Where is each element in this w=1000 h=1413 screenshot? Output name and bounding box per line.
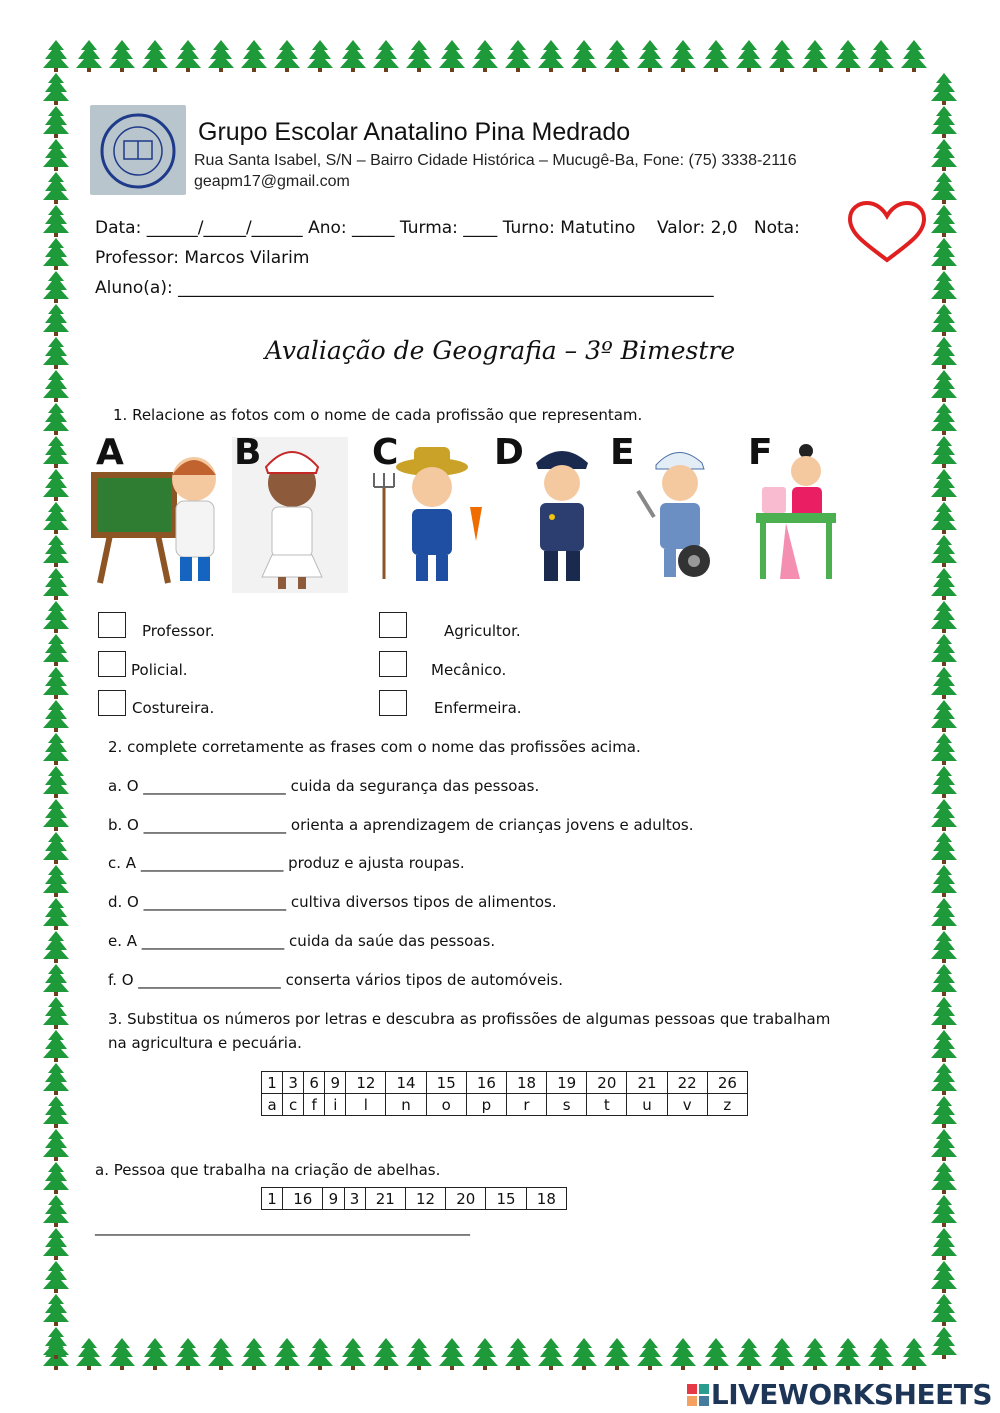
tree-icon (175, 1338, 201, 1370)
code-letter: z (707, 1094, 747, 1116)
q1-prompt: 1. Relacione as fotos com o nome de cada profissão que representam. (113, 406, 643, 424)
q3-sub-a-prompt: a. Pessoa que trabalha na criação de abelhas. (95, 1161, 441, 1179)
school-address: Rua Santa Isabel, S/N – Bairro Cidade Histórica – Mucugê-Ba, Fone: (75) 3338-2116 (194, 152, 797, 169)
tree-icon (931, 799, 957, 831)
tree-icon (931, 172, 957, 204)
tree-icon (931, 469, 957, 501)
code-letter: s (547, 1094, 587, 1116)
tree-icon (274, 1338, 300, 1370)
code-number: 14 (386, 1072, 426, 1094)
tree-icon (931, 1129, 957, 1161)
code-number: 26 (707, 1072, 747, 1094)
tree-icon (931, 403, 957, 435)
heart-icon (846, 200, 928, 264)
q2-line-d[interactable]: d. O ___________________ cultiva diversos tipos de alimentos. (108, 893, 557, 911)
tree-icon (931, 997, 957, 1029)
code-cell: 9 (323, 1188, 344, 1210)
option-agricultor: Agricultor. (444, 622, 521, 640)
header-date-line: Data: ______/_____/______ Ano: _____ Turma: ____ Turno: Matutino Valor: 2,0 Nota: (95, 218, 800, 238)
q3-prompt-line2: na agricultura e pecuária. (108, 1034, 302, 1052)
answer-line[interactable]: __________________________________________________ (95, 1218, 470, 1236)
tree-icon (931, 832, 957, 864)
tree-icon (43, 568, 69, 600)
tree-icon (703, 40, 729, 72)
tree-icon (472, 1338, 498, 1370)
q2-line-b[interactable]: b. O ___________________ orienta a aprendizagem de crianças jovens e adultos. (108, 816, 694, 834)
option-policial: Policial. (131, 661, 188, 679)
tree-icon (835, 40, 861, 72)
tree-icon (931, 733, 957, 765)
code-numbers-row (262, 1072, 748, 1094)
liveworksheets-brand (687, 1378, 992, 1411)
tree-icon (274, 40, 300, 72)
tree-icon (439, 40, 465, 72)
tree-icon (76, 40, 102, 72)
tree-icon (931, 238, 957, 270)
tree-icon (736, 1338, 762, 1370)
tree-icon (142, 40, 168, 72)
school-logo (90, 105, 186, 195)
tree-icon (208, 1338, 234, 1370)
code-number: 15 (426, 1072, 466, 1094)
q3-prompt-line1: 3. Substitua os números por letras e descubra as profissões de algumas pessoas que trabalham (108, 1010, 831, 1028)
tree-icon (43, 370, 69, 402)
code-number: 19 (547, 1072, 587, 1094)
tree-icon (43, 1228, 69, 1260)
code-cell: 16 (283, 1188, 323, 1210)
tree-icon (340, 1338, 366, 1370)
tree-icon (43, 73, 69, 105)
letter-d: D (494, 432, 524, 473)
tree-icon (505, 1338, 531, 1370)
liveworksheets-logo-icon (687, 1384, 709, 1406)
tree-icon (43, 1030, 69, 1062)
tree-icon (901, 1338, 927, 1370)
tree-icon (43, 436, 69, 468)
tree-icon (670, 1338, 696, 1370)
tree-icon (43, 799, 69, 831)
code-cell: 15 (486, 1188, 526, 1210)
q2-prompt: 2. complete corretamente as frases com o nome das profissões acima. (108, 738, 641, 756)
code-letter: u (627, 1094, 667, 1116)
code-letter: p (466, 1094, 506, 1116)
tree-icon (43, 1327, 69, 1359)
image-mechanic (628, 437, 724, 585)
code-letter: l (346, 1094, 386, 1116)
code-cell: 12 (405, 1188, 445, 1210)
tree-icon (931, 271, 957, 303)
code-letter: f (304, 1094, 325, 1116)
tree-icon (931, 1261, 957, 1293)
tree-icon (439, 1338, 465, 1370)
image-police (522, 437, 602, 585)
code-letter: n (386, 1094, 426, 1116)
tree-icon (241, 40, 267, 72)
tree-icon (208, 40, 234, 72)
header-teacher: Professor: Marcos Vilarim (95, 248, 310, 268)
answer-box-mecanico[interactable] (379, 651, 407, 677)
tree-icon (406, 40, 432, 72)
tree-icon (931, 370, 957, 402)
tree-icon (505, 40, 531, 72)
tree-icon (868, 40, 894, 72)
tree-icon (43, 304, 69, 336)
tree-icon (571, 1338, 597, 1370)
code-letter: a (262, 1094, 283, 1116)
tree-icon (931, 1228, 957, 1260)
code-number: 22 (667, 1072, 707, 1094)
tree-icon (43, 205, 69, 237)
tree-icon (931, 436, 957, 468)
tree-icon (43, 700, 69, 732)
q2-line-c[interactable]: c. A ___________________ produz e ajusta roupas. (108, 854, 465, 872)
tree-icon (406, 1338, 432, 1370)
tree-icon (142, 1338, 168, 1370)
tree-icon (571, 40, 597, 72)
code-number: 1 (262, 1072, 283, 1094)
option-costureira: Costureira. (132, 699, 215, 717)
tree-icon (931, 205, 957, 237)
code-table (261, 1071, 748, 1116)
letter-a: A (96, 432, 124, 473)
brand-text: LIVEWORKSHEETS (710, 1378, 992, 1411)
code-letter: c (283, 1094, 304, 1116)
tree-icon (802, 1338, 828, 1370)
tree-icon (43, 1063, 69, 1095)
tree-icon (43, 238, 69, 270)
tree-icon (43, 535, 69, 567)
answer-box-costureira[interactable] (98, 690, 126, 716)
tree-icon (931, 931, 957, 963)
tree-icon (373, 1338, 399, 1370)
code-letter: v (667, 1094, 707, 1116)
tree-icon (931, 73, 957, 105)
tree-icon (931, 1294, 957, 1326)
tree-icon (931, 1162, 957, 1194)
tree-icon (43, 1294, 69, 1326)
tree-icon (931, 898, 957, 930)
code-cell: 21 (365, 1188, 405, 1210)
tree-icon (43, 1195, 69, 1227)
answer-box-policial[interactable] (98, 651, 126, 677)
school-email: geapm17@gmail.com (194, 173, 350, 190)
tree-icon (76, 1338, 102, 1370)
tree-icon (802, 40, 828, 72)
tree-icon (373, 40, 399, 72)
tree-icon (931, 1327, 957, 1359)
tree-icon (43, 271, 69, 303)
tree-icon (931, 535, 957, 567)
page-title: Avaliação de Geografia – 3º Bimestre (264, 336, 736, 365)
q2-line-f[interactable]: f. O ___________________ conserta vários tipos de automóveis. (108, 971, 563, 989)
option-professor: Professor. (142, 622, 215, 640)
tree-icon (43, 1261, 69, 1293)
tree-icon (769, 40, 795, 72)
tree-icon (43, 898, 69, 930)
code-number: 3 (283, 1072, 304, 1094)
tree-icon (43, 931, 69, 963)
tree-icon (43, 1129, 69, 1161)
code-number: 16 (466, 1072, 506, 1094)
code-number: 9 (325, 1072, 346, 1094)
tree-icon (931, 1195, 957, 1227)
tree-icon (109, 40, 135, 72)
tree-icon (307, 1338, 333, 1370)
tree-icon (931, 865, 957, 897)
tree-icon (43, 601, 69, 633)
code-number: 6 (304, 1072, 325, 1094)
tree-icon (43, 40, 69, 72)
code-number: 20 (587, 1072, 627, 1094)
tree-icon (637, 40, 663, 72)
code-cell: 18 (526, 1188, 566, 1210)
tree-icon (472, 40, 498, 72)
tree-icon (43, 139, 69, 171)
code-number: 18 (506, 1072, 546, 1094)
code-cell: 20 (446, 1188, 486, 1210)
q2-line-e[interactable]: e. A ___________________ cuida da saúe das pessoas. (108, 932, 496, 950)
tree-icon (931, 139, 957, 171)
tree-icon (43, 1096, 69, 1128)
answer-box-enfermeira[interactable] (379, 690, 407, 716)
q2-line-a[interactable]: a. O ___________________ cuida da segurança das pessoas. (108, 777, 540, 795)
tree-icon (43, 667, 69, 699)
tree-icon (43, 1162, 69, 1194)
tree-icon (931, 1096, 957, 1128)
tree-icon (868, 1338, 894, 1370)
tree-icon (538, 1338, 564, 1370)
tree-icon (43, 766, 69, 798)
tree-icon (931, 304, 957, 336)
tree-icon (604, 1338, 630, 1370)
tree-icon (43, 172, 69, 204)
code-letter: i (325, 1094, 346, 1116)
tree-icon (307, 40, 333, 72)
tree-icon (931, 700, 957, 732)
code-cell: 3 (344, 1188, 365, 1210)
tree-icon (175, 40, 201, 72)
tree-icon (43, 502, 69, 534)
letter-b: B (234, 432, 262, 473)
letter-c: C (372, 432, 399, 473)
tree-icon (43, 997, 69, 1029)
tree-icon (931, 1063, 957, 1095)
tree-icon (670, 40, 696, 72)
tree-icon (835, 1338, 861, 1370)
answer-box-professor[interactable] (98, 612, 126, 638)
code-number: 12 (346, 1072, 386, 1094)
header-student: Aluno(a): _______________________________________________________________ (95, 278, 714, 298)
option-enfermeira: Enfermeira. (434, 699, 522, 717)
tree-icon (43, 634, 69, 666)
tree-icon (43, 832, 69, 864)
tree-icon (931, 766, 957, 798)
school-name: Grupo Escolar Anatalino Pina Medrado (198, 118, 631, 146)
tree-icon (901, 40, 927, 72)
code-letter: o (426, 1094, 466, 1116)
code-letter: r (506, 1094, 546, 1116)
option-mecanico: Mecânico. (431, 661, 507, 679)
tree-icon (931, 634, 957, 666)
tree-icon (43, 403, 69, 435)
code-number: 21 (627, 1072, 667, 1094)
tree-icon (43, 469, 69, 501)
tree-icon (931, 1030, 957, 1062)
tree-icon (538, 40, 564, 72)
tree-icon (736, 40, 762, 72)
tree-icon (604, 40, 630, 72)
tree-icon (43, 964, 69, 996)
code-letters-row (262, 1094, 748, 1116)
tree-icon (340, 40, 366, 72)
tree-icon (241, 1338, 267, 1370)
tree-icon (931, 502, 957, 534)
letter-f: F (748, 432, 773, 473)
code-letter: t (587, 1094, 627, 1116)
tree-icon (43, 865, 69, 897)
tree-icon (931, 964, 957, 996)
tree-icon (43, 733, 69, 765)
tree-icon (109, 1338, 135, 1370)
answer-box-agricultor[interactable] (379, 612, 407, 638)
letter-e: E (610, 432, 635, 473)
tree-icon (931, 568, 957, 600)
tree-icon (637, 1338, 663, 1370)
tree-icon (931, 106, 957, 138)
code-cell: 1 (262, 1188, 283, 1210)
code-answer-table (261, 1187, 567, 1210)
tree-icon (769, 1338, 795, 1370)
tree-icon (931, 667, 957, 699)
tree-icon (43, 106, 69, 138)
tree-icon (703, 1338, 729, 1370)
tree-icon (931, 601, 957, 633)
